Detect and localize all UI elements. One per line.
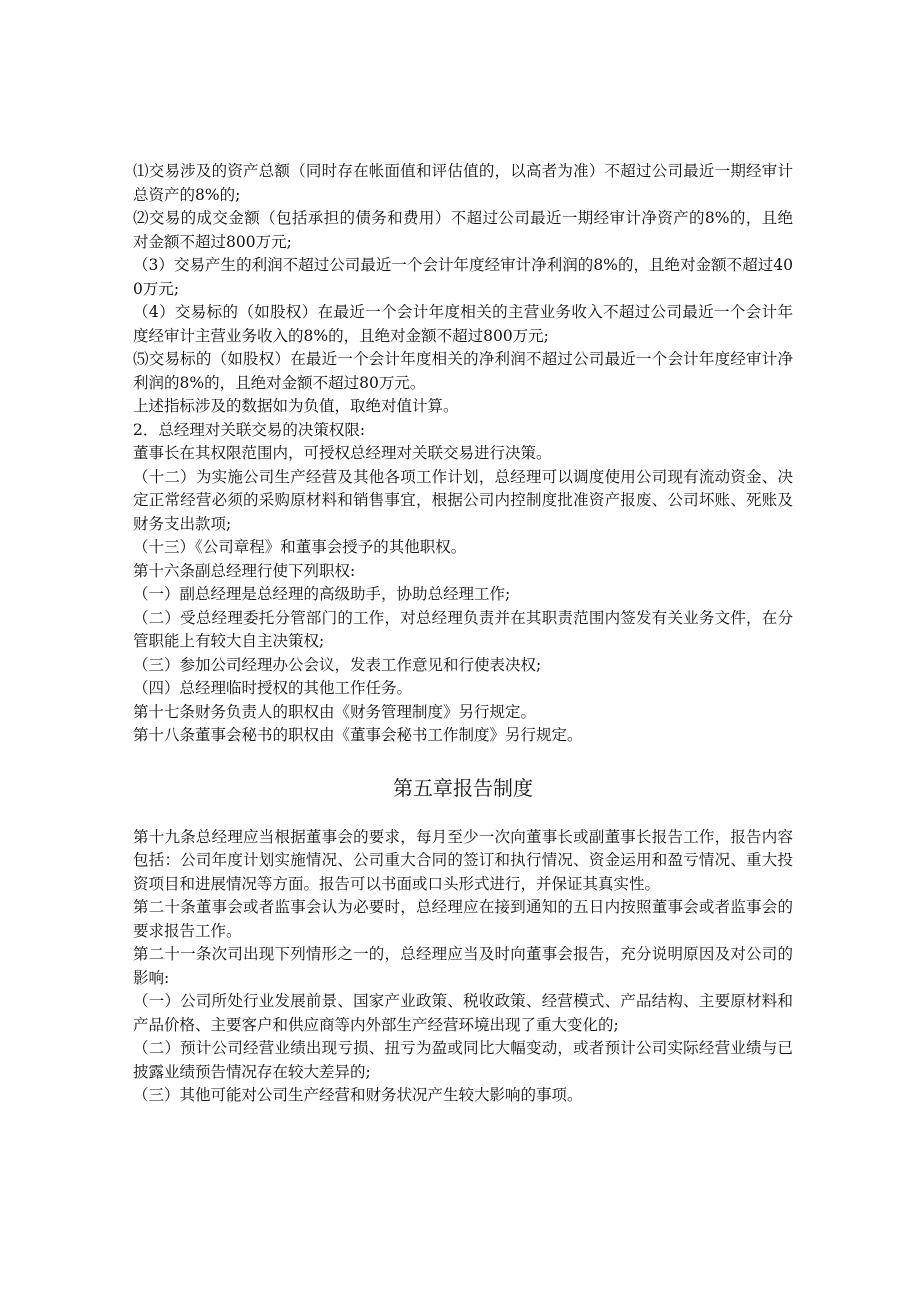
paragraph-item-thirteen: （十三）《公司章程》和董事会授予的其他职权。 bbox=[133, 538, 467, 556]
paragraph-chairman-authorization: 董事长在其权限范围内，可授权总经理对关联交易进行决策。 bbox=[133, 444, 552, 462]
chapter-title: 第五章报告制度 bbox=[393, 775, 533, 800]
paragraph-item-5: ⑸交易标的（如股权）在最近一个会计年度相关的净利润不超过公司最近一个会计年度经审计净利润的8%的，且绝对金额不超过80万元。 bbox=[133, 350, 793, 392]
paragraph-article-19: 第十九条总经理应当根据董事会的要求，每月至少一次向董事长或副董事长报告工作，报告内容包括：公司年度计划实施情况、公司重大合同的签订和执行情况、资金运用和盈亏情况、重大投资项目和进展情况等方面。报告可以书面或口头形式进行，并保证其真实性。 bbox=[133, 827, 793, 893]
document-page bbox=[133, 160, 793, 1108]
paragraph-article-21: 第二十一条次司出现下列情形之一的，总经理应当及时向董事会报告，充分说明原因及对公司的影响: bbox=[133, 945, 793, 987]
paragraph-article-18: 第十八条董事会秘书的职权由《董事会秘书工作制度》另行规定。 bbox=[133, 726, 583, 744]
paragraph-article-21-item-2: （二）预计公司经营业绩出现亏损、扭亏为盈或同比大幅变动，或者预计公司实际经营业绩与已披露业绩预告情况存在较大差异的; bbox=[133, 1039, 793, 1081]
paragraph-item-twelve: （十二）为实施公司生产经营及其他各项工作计划，总经理可以调度使用公司现有流动资金、决定正常经营必须的采购原材料和销售事宜，根据公司内控制度批准资产报废、公司坏账、死账及财务支出款项; bbox=[133, 467, 793, 533]
paragraph-negative-note: 上述指标涉及的数据如为负值，取绝对值计算。 bbox=[133, 397, 459, 415]
paragraph-related-transactions-heading: 2．总经理对关联交易的决策权限: bbox=[133, 420, 366, 439]
paragraph-article-21-item-1: （一）公司所处行业发展前景、国家产业政策、税收政策、经营模式、产品结构、主要原材料和产品价格、主要客户和供应商等内外部生产经营环境出现了重大变化的; bbox=[133, 992, 793, 1034]
paragraph-article-17: 第十七条财务负责人的职权由《财务管理制度》另行规定。 bbox=[133, 702, 537, 721]
paragraph-item-3: （3）交易产生的利润不超过公司最近一个会计年度经审计净利润的8%的，且绝对金额不超过400万元; bbox=[133, 256, 793, 298]
paragraph-item-2: ⑵交易的成交金额（包括承担的债务和费用）不超过公司最近一期经审计净资产的8%的，且绝对金额不超过800万元; bbox=[133, 209, 793, 251]
paragraph-article-16: 第十六条副总经理行使下列职权: bbox=[133, 561, 356, 580]
paragraph-item-1: ⑴交易涉及的资产总额（同时存在帐面值和评估值的，以高者为准）不超过公司最近一期经审计总资产的8%的; bbox=[133, 162, 793, 204]
paragraph-article-21-item-3: （三）其他可能对公司生产经营和财务状况产生较大影响的事项。 bbox=[133, 1086, 583, 1104]
paragraph-article-16-item-3: （三）参加公司经理办公会议，发表工作意见和行使表决权; bbox=[133, 655, 542, 674]
paragraph-item-4: （4）交易标的（如股权）在最近一个会计年度相关的主营业务收入不超过公司最近一个会计年度经审计主营业务收入的8%的，且绝对金额不超过800万元; bbox=[133, 303, 793, 345]
paragraph-article-16-item-1: （一）副总经理是总经理的高级助手，协助总经理工作; bbox=[133, 585, 511, 603]
section-a bbox=[133, 160, 793, 748]
paragraph-article-20: 第二十条董事会或者监事会认为必要时，总经理应在接到通知的五日内按照董事会或者监事会的要求报告工作。 bbox=[133, 898, 793, 940]
section-b bbox=[133, 826, 793, 1108]
paragraph-article-16-item-4: （四）总经理临时授权的其他工作任务。 bbox=[133, 679, 413, 697]
paragraph-article-16-item-2: （二）受总经理委托分管部门的工作，对总经理负责并在其职责范围内签发有关业务文件，在分管职能上有较大自主决策权; bbox=[133, 608, 793, 650]
